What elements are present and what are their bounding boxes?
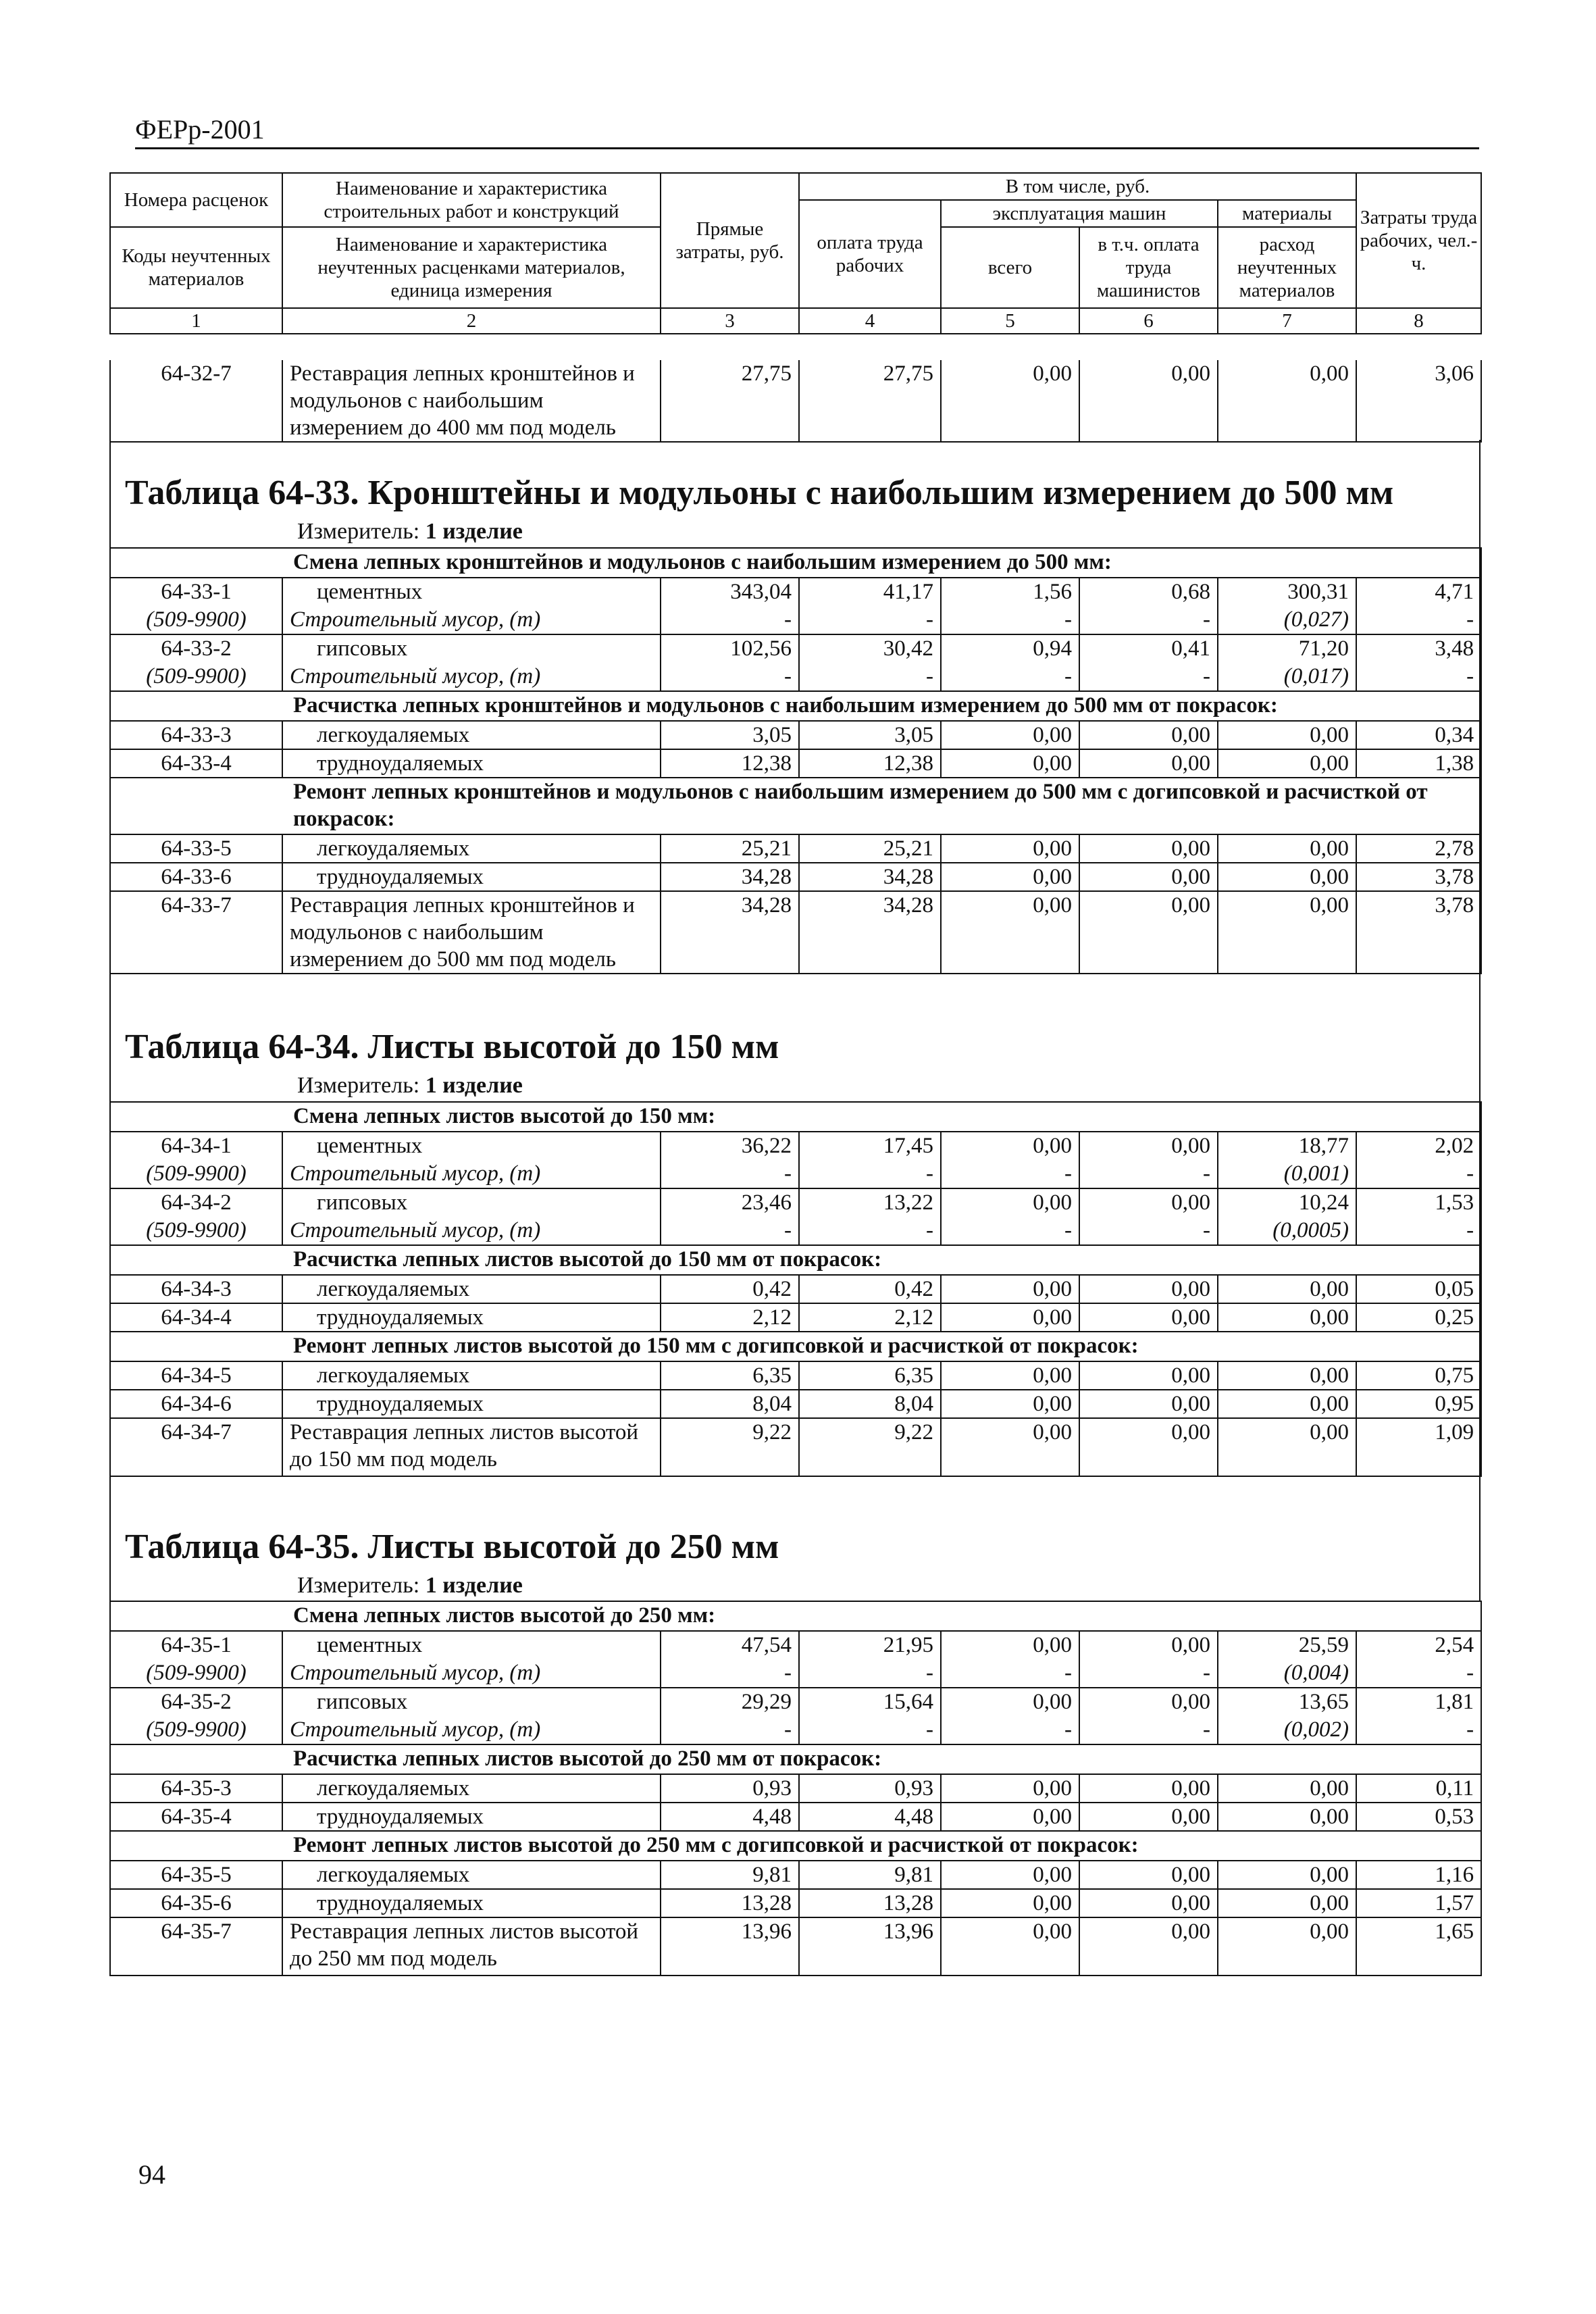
material-name: Строительный мусор, (т) [282, 1160, 661, 1188]
row-value: 4,48 [799, 1803, 941, 1831]
table-title: Таблица 64-33. Кронштейны и модульоны с наибольшим измерением до 500 мм [125, 474, 1394, 512]
col-direct-header: Прямые затраты, руб. [661, 173, 799, 308]
material-value: - [799, 663, 941, 691]
row-value: 2,02 [1356, 1132, 1481, 1160]
material-value: - [799, 1160, 941, 1188]
section-header: Расчистка лепных листов высотой до 150 мм от покрасок: [110, 1245, 1481, 1275]
row-value: 0,00 [1218, 863, 1356, 891]
row-value: 10,24 [1218, 1188, 1356, 1217]
row-value: 0,94 [941, 634, 1079, 663]
row-value: 0,00 [941, 1418, 1079, 1476]
row-value: 0,95 [1356, 1390, 1481, 1418]
row-value: 9,81 [799, 1861, 941, 1889]
row-value: 8,04 [799, 1390, 941, 1418]
row-value: 9,81 [661, 1861, 799, 1889]
unit-line [297, 518, 523, 545]
row-value: 3,78 [1356, 863, 1481, 891]
row-value: 47,54 [661, 1631, 799, 1659]
row-value: 0,00 [1218, 1361, 1356, 1390]
section-header: Ремонт лепных листов высотой до 250 мм с догипсовкой и расчисткой от покрасок: [110, 1831, 1481, 1861]
row-value: 0,00 [941, 360, 1079, 442]
row-value: 0,00 [941, 1861, 1079, 1889]
row-value: 0,00 [1079, 1861, 1218, 1889]
row-value: 1,09 [1356, 1418, 1481, 1476]
material-value: - [1079, 1659, 1218, 1688]
material-value: - [661, 606, 799, 634]
row-value: 27,75 [661, 360, 799, 442]
material-value: (0,001) [1218, 1160, 1356, 1188]
row-value: 0,00 [1218, 1889, 1356, 1917]
column-header-table [109, 172, 1482, 334]
row-value: 29,29 [661, 1688, 799, 1716]
row-value: 0,00 [1218, 891, 1356, 974]
row-value: 0,00 [1218, 721, 1356, 749]
row-value: 0,00 [941, 1188, 1079, 1217]
material-value: - [1356, 1160, 1481, 1188]
row-value: 300,31 [1218, 578, 1356, 606]
row-value: 13,22 [799, 1188, 941, 1217]
row-code: 64-35-3 [110, 1774, 282, 1803]
material-value: - [1356, 606, 1481, 634]
row-value: 2,12 [799, 1303, 941, 1332]
material-value: (0,002) [1218, 1716, 1356, 1744]
material-name: Строительный мусор, (т) [282, 606, 661, 634]
row-value: 25,59 [1218, 1631, 1356, 1659]
material-value: - [941, 606, 1079, 634]
row-value: 0,93 [799, 1774, 941, 1803]
row-value: 0,00 [1079, 1303, 1218, 1332]
row-name: цементных [282, 1631, 661, 1659]
row-value: 0,00 [941, 863, 1079, 891]
table-64-34 [109, 1101, 1482, 1477]
header-rule [135, 147, 1479, 149]
row-value: 0,00 [1218, 1917, 1356, 1976]
material-code: (509-9900) [110, 1217, 282, 1245]
material-value: - [1079, 1160, 1218, 1188]
row-value: 1,38 [1356, 749, 1481, 778]
unit-label: Измеритель: [297, 1073, 420, 1098]
row-value: 13,65 [1218, 1688, 1356, 1716]
row-value: 12,38 [661, 749, 799, 778]
material-name: Строительный мусор, (т) [282, 1659, 661, 1688]
row-code: 64-34-1 [110, 1132, 282, 1160]
material-value: - [1356, 1217, 1481, 1245]
row-value: 0,00 [1079, 891, 1218, 974]
row-value: 0,00 [1079, 1361, 1218, 1390]
row-value: 0,05 [1356, 1275, 1481, 1303]
row-code: 64-33-2 [110, 634, 282, 663]
material-code: (509-9900) [110, 1716, 282, 1744]
row-value: 0,00 [941, 1889, 1079, 1917]
row-value: 0,00 [1218, 1418, 1356, 1476]
material-code: (509-9900) [110, 663, 282, 691]
col-incl-header: В том числе, руб. [799, 173, 1356, 200]
row-value: 0,00 [1079, 721, 1218, 749]
document-header: ФЕРр-2001 [135, 114, 265, 145]
row-code: 64-33-3 [110, 721, 282, 749]
row-value: 1,81 [1356, 1688, 1481, 1716]
row-value: 0,00 [941, 1303, 1079, 1332]
material-value: - [661, 1217, 799, 1245]
row-value: 0,00 [941, 721, 1079, 749]
row-name: легкоудаляемых [282, 1361, 661, 1390]
row-value: 0,00 [1079, 1688, 1218, 1716]
table-row [110, 360, 1481, 442]
section-header: Расчистка лепных кронштейнов и модульонов с наибольшим измерением до 500 мм от покрасок: [110, 691, 1481, 721]
row-name: гипсовых [282, 1188, 661, 1217]
row-value: 1,65 [1356, 1917, 1481, 1976]
row-value: 0,00 [941, 1132, 1079, 1160]
unit-value: 1 изделие [425, 519, 523, 544]
row-value: 343,04 [661, 578, 799, 606]
row-value: 1,57 [1356, 1889, 1481, 1917]
col-num-6: 6 [1079, 308, 1218, 334]
material-name: Строительный мусор, (т) [282, 1716, 661, 1744]
row-value: 0,42 [799, 1275, 941, 1303]
unit-label: Измеритель: [297, 1573, 420, 1598]
row-value: 0,00 [1218, 749, 1356, 778]
row-value: 0,00 [941, 834, 1079, 863]
row-value: 3,05 [661, 721, 799, 749]
row-name: легкоудаляемых [282, 1774, 661, 1803]
unit-label: Измеритель: [297, 519, 420, 544]
material-value: - [661, 663, 799, 691]
row-value: 34,28 [799, 891, 941, 974]
material-value: - [1079, 606, 1218, 634]
material-value: - [941, 1217, 1079, 1245]
row-value: 3,48 [1356, 634, 1481, 663]
row-value: 34,28 [661, 863, 799, 891]
col-machinists-pay-header: в т.ч. оплата труда машинистов [1079, 227, 1218, 308]
row-value: 12,38 [799, 749, 941, 778]
row-value: 23,46 [661, 1188, 799, 1217]
row-value: 0,00 [941, 1917, 1079, 1976]
row-code: 64-34-4 [110, 1303, 282, 1332]
unit-line [297, 1072, 523, 1099]
row-value: 34,28 [661, 891, 799, 974]
material-value: - [941, 1659, 1079, 1688]
row-value: 0,00 [1218, 1803, 1356, 1831]
row-value: 2,54 [1356, 1631, 1481, 1659]
row-code: 64-35-7 [110, 1917, 282, 1976]
row-value: 0,42 [661, 1275, 799, 1303]
row-value: 3,78 [1356, 891, 1481, 974]
row-value: 0,00 [1218, 1303, 1356, 1332]
row-value: 27,75 [799, 360, 941, 442]
row-code: 64-34-5 [110, 1361, 282, 1390]
row-value: 0,00 [1079, 863, 1218, 891]
section-header: Смена лепных листов высотой до 250 мм: [110, 1601, 1481, 1631]
row-value: 13,28 [661, 1889, 799, 1917]
row-code: 64-33-5 [110, 834, 282, 863]
col-machines-total-header: всего [941, 227, 1079, 308]
row-code: 64-32-7 [110, 360, 282, 442]
row-value: 0,00 [941, 749, 1079, 778]
row-name: гипсовых [282, 1688, 661, 1716]
section-header: Ремонт лепных кронштейнов и модульонов с наибольшим измерением до 500 мм с догипсовкой и расчисткой от покрасок: [110, 778, 1481, 834]
row-value: 17,45 [799, 1132, 941, 1160]
row-value: 9,22 [799, 1418, 941, 1476]
row-name: трудноудаляемых [282, 1303, 661, 1332]
row-value: 6,35 [799, 1361, 941, 1390]
section-header: Смена лепных листов высотой до 150 мм: [110, 1102, 1481, 1132]
material-value: - [1356, 1716, 1481, 1744]
row-value: 34,28 [799, 863, 941, 891]
row-name: Реставрация лепных листов высотой до 250 мм под модель [282, 1917, 661, 1976]
row-name: трудноудаляемых [282, 1889, 661, 1917]
row-value: 0,00 [1079, 1132, 1218, 1160]
row-value: 2,78 [1356, 834, 1481, 863]
row-name: цементных [282, 1132, 661, 1160]
row-value: 4,48 [661, 1803, 799, 1831]
material-name: Строительный мусор, (т) [282, 1217, 661, 1245]
material-value: - [799, 1659, 941, 1688]
material-value: - [799, 1217, 941, 1245]
row-value: 0,00 [941, 1361, 1079, 1390]
col-num-3: 3 [661, 308, 799, 334]
row-value: 0,93 [661, 1774, 799, 1803]
row-value: 9,22 [661, 1418, 799, 1476]
row-value: 36,22 [661, 1132, 799, 1160]
row-value: 0,41 [1079, 634, 1218, 663]
material-value: - [661, 1716, 799, 1744]
section-header: Ремонт лепных листов высотой до 150 мм с догипсовкой и расчисткой от покрасок: [110, 1332, 1481, 1361]
row-value: 13,28 [799, 1889, 941, 1917]
row-code: 64-35-2 [110, 1688, 282, 1716]
row-value: 30,42 [799, 634, 941, 663]
row-value: 0,00 [1079, 1774, 1218, 1803]
row-name: Реставрация лепных кронштейнов и модульонов с наибольшим измерением до 400 мм под модель [282, 360, 661, 442]
row-value: 0,00 [941, 1803, 1079, 1831]
row-value: 0,00 [941, 1688, 1079, 1716]
row-value: 3,05 [799, 721, 941, 749]
page-number: 94 [138, 2159, 165, 2190]
row-value: 1,56 [941, 578, 1079, 606]
row-code: 64-33-6 [110, 863, 282, 891]
row-value: 18,77 [1218, 1132, 1356, 1160]
row-value: 0,00 [941, 1774, 1079, 1803]
material-value: - [1356, 1659, 1481, 1688]
col-name-sub-header: Наименование и характеристика неучтенных расценками материалов, единица измерения [282, 227, 661, 308]
col-num-7: 7 [1218, 308, 1356, 334]
col-num-2: 2 [282, 308, 661, 334]
row-value: 0,00 [1079, 1917, 1218, 1976]
row-name: трудноудаляемых [282, 1390, 661, 1418]
row-name: трудноудаляемых [282, 1803, 661, 1831]
table-64-33 [109, 547, 1482, 974]
row-value: 25,21 [799, 834, 941, 863]
col-num-1: 1 [110, 308, 282, 334]
row-value: 0,25 [1356, 1303, 1481, 1332]
material-value: - [661, 1160, 799, 1188]
row-name: легкоудаляемых [282, 834, 661, 863]
material-value: - [799, 1716, 941, 1744]
material-value: - [941, 663, 1079, 691]
row-value: 0,00 [1218, 834, 1356, 863]
row-value: 0,75 [1356, 1361, 1481, 1390]
col-machines-header: эксплуатация машин [941, 200, 1218, 227]
row-code: 64-34-6 [110, 1390, 282, 1418]
material-value: - [799, 606, 941, 634]
row-value: 6,35 [661, 1361, 799, 1390]
material-value: (0,004) [1218, 1659, 1356, 1688]
row-value: 0,00 [1079, 1390, 1218, 1418]
row-code: 64-34-2 [110, 1188, 282, 1217]
row-name: легкоудаляемых [282, 1275, 661, 1303]
row-value: 0,00 [1079, 360, 1218, 442]
col-num-4: 4 [799, 308, 941, 334]
row-name: трудноудаляемых [282, 749, 661, 778]
row-name: Реставрация лепных листов высотой до 150 мм под модель [282, 1418, 661, 1476]
row-value: 0,00 [1218, 1390, 1356, 1418]
row-code: 64-33-1 [110, 578, 282, 606]
row-value: 0,00 [1079, 1803, 1218, 1831]
row-value: 2,12 [661, 1303, 799, 1332]
row-value: 15,64 [799, 1688, 941, 1716]
row-name: Реставрация лепных кронштейнов и модульонов с наибольшим измерением до 500 мм под модель [282, 891, 661, 974]
material-value: - [941, 1716, 1079, 1744]
material-code: (509-9900) [110, 1659, 282, 1688]
material-value: - [1079, 1716, 1218, 1744]
col-name-header: Наименование и характеристика строительных работ и конструкций [282, 173, 661, 227]
row-value: 102,56 [661, 634, 799, 663]
unit-value: 1 изделие [425, 1073, 523, 1098]
material-value: (0,0005) [1218, 1217, 1356, 1245]
material-value: - [661, 1659, 799, 1688]
col-number-header: Номера расценок [110, 173, 282, 227]
row-name: трудноудаляемых [282, 863, 661, 891]
row-value: 13,96 [661, 1917, 799, 1976]
row-value: 0,53 [1356, 1803, 1481, 1831]
row-code: 64-34-3 [110, 1275, 282, 1303]
col-labor-pay-header: оплата труда рабочих [799, 200, 941, 308]
row-code: 64-35-6 [110, 1889, 282, 1917]
row-value: 3,06 [1356, 360, 1481, 442]
row-value: 0,11 [1356, 1774, 1481, 1803]
row-name: легкоудаляемых [282, 1861, 661, 1889]
row-code: 64-35-1 [110, 1631, 282, 1659]
row-value: 0,00 [1079, 1418, 1218, 1476]
unit-value: 1 изделие [425, 1573, 523, 1598]
material-value: - [1079, 1217, 1218, 1245]
row-value: 25,21 [661, 834, 799, 863]
section-header: Смена лепных кронштейнов и модульонов с наибольшим измерением до 500 мм: [110, 548, 1481, 578]
row-value: 0,00 [941, 1275, 1079, 1303]
col-num-5: 5 [941, 308, 1079, 334]
row-value: 8,04 [661, 1390, 799, 1418]
material-code: (509-9900) [110, 606, 282, 634]
top-row-table [109, 360, 1482, 443]
row-value: 0,00 [1218, 1861, 1356, 1889]
row-value: 0,68 [1079, 578, 1218, 606]
row-value: 1,16 [1356, 1861, 1481, 1889]
row-name: легкоудаляемых [282, 721, 661, 749]
section-header: Расчистка лепных листов высотой до 250 мм от покрасок: [110, 1744, 1481, 1774]
row-name: гипсовых [282, 634, 661, 663]
row-value: 21,95 [799, 1631, 941, 1659]
row-value: 0,00 [1079, 1631, 1218, 1659]
row-code: 64-33-7 [110, 891, 282, 974]
row-value: 0,00 [941, 1631, 1079, 1659]
table-title: Таблица 64-35. Листы высотой до 250 мм [125, 1528, 779, 1566]
row-value: 0,34 [1356, 721, 1481, 749]
row-value: 41,17 [799, 578, 941, 606]
material-value: (0,017) [1218, 663, 1356, 691]
col-codes-header: Коды неучтенных материалов [110, 227, 282, 308]
row-value: 0,00 [1079, 1188, 1218, 1217]
row-value: 0,00 [941, 891, 1079, 974]
col-materials-sub-header: расход неучтенных материалов [1218, 227, 1356, 308]
row-name: цементных [282, 578, 661, 606]
col-labor-header: Затраты труда рабочих, чел.-ч. [1356, 173, 1481, 308]
material-value: - [941, 1160, 1079, 1188]
material-name: Строительный мусор, (т) [282, 663, 661, 691]
row-value: 0,00 [1218, 1275, 1356, 1303]
row-value: 0,00 [1218, 360, 1356, 442]
row-code: 64-35-4 [110, 1803, 282, 1831]
material-value: (0,027) [1218, 606, 1356, 634]
row-value: 13,96 [799, 1917, 941, 1976]
material-value: - [1079, 663, 1218, 691]
row-value: 0,00 [1079, 1275, 1218, 1303]
row-value: 1,53 [1356, 1188, 1481, 1217]
table-title: Таблица 64-34. Листы высотой до 150 мм [125, 1028, 779, 1066]
material-value: - [1356, 663, 1481, 691]
col-num-8: 8 [1356, 308, 1481, 334]
row-value: 0,00 [1079, 749, 1218, 778]
row-value: 0,00 [1079, 834, 1218, 863]
row-value: 0,00 [1218, 1774, 1356, 1803]
row-value: 0,00 [941, 1390, 1079, 1418]
row-code: 64-35-5 [110, 1861, 282, 1889]
row-value: 4,71 [1356, 578, 1481, 606]
row-code: 64-33-4 [110, 749, 282, 778]
unit-line [297, 1572, 523, 1599]
material-code: (509-9900) [110, 1160, 282, 1188]
row-value: 0,00 [1079, 1889, 1218, 1917]
col-materials-header: материалы [1218, 200, 1356, 227]
row-value: 71,20 [1218, 634, 1356, 663]
table-64-35 [109, 1601, 1482, 1976]
row-code: 64-34-7 [110, 1418, 282, 1476]
